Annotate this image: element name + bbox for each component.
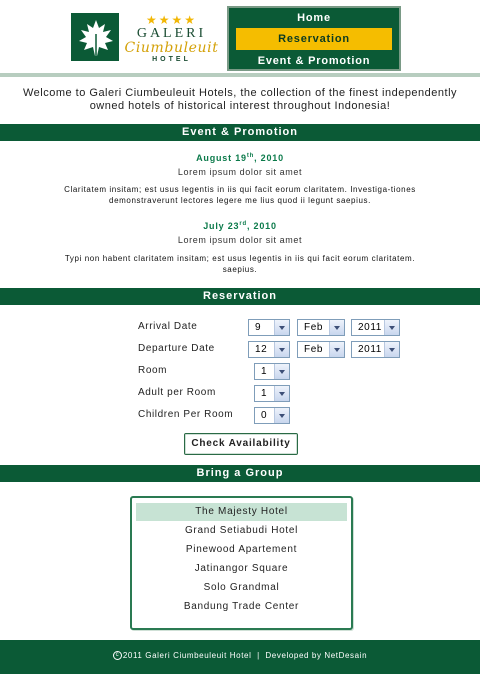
room-label: Room xyxy=(138,365,168,376)
arrival-day-value: 9 xyxy=(255,322,262,333)
header xyxy=(0,0,480,78)
children-select[interactable] xyxy=(254,407,290,424)
group-item-pinewood-apartement[interactable]: Pinewood Apartement xyxy=(185,544,298,555)
adult-value: 1 xyxy=(261,388,268,399)
footer-text: 2011 Galeri Ciumbeuleuit Hotel | Developed by NetDesain xyxy=(122,651,368,660)
logo-wordmark[interactable] xyxy=(124,14,219,62)
departure-year-value: 2011 xyxy=(358,344,382,355)
main-nav xyxy=(227,6,401,71)
chevron-down-icon[interactable] xyxy=(384,342,399,357)
event-date-year: , 2010 xyxy=(254,153,284,163)
nav-reservation-link[interactable]: Reservation xyxy=(236,28,392,50)
event-date-suffix: th xyxy=(246,153,255,159)
chevron-down-icon[interactable] xyxy=(329,342,344,357)
room-value: 1 xyxy=(261,366,268,377)
chevron-down-icon[interactable] xyxy=(274,386,289,401)
departure-date-label: Departure Date xyxy=(138,343,215,354)
group-item-solo-grandmal[interactable]: Solo Grandmal xyxy=(203,582,280,593)
reservation-section-title: Reservation xyxy=(0,288,480,305)
event-date-text: August 19 xyxy=(196,153,247,163)
logo-name-bottom: HOTEL xyxy=(152,56,191,63)
arrival-month-select[interactable] xyxy=(297,319,345,336)
children-per-room-label: Children Per Room xyxy=(138,409,234,420)
check-availability-button[interactable]: Check Availability xyxy=(184,433,298,455)
logo-name-top: GALERI xyxy=(136,26,207,41)
chevron-down-icon[interactable] xyxy=(274,342,289,357)
departure-month-select[interactable] xyxy=(297,341,345,358)
departure-day-value: 12 xyxy=(255,344,268,355)
chevron-down-icon[interactable] xyxy=(384,320,399,335)
departure-month-value: Feb xyxy=(304,344,324,355)
event-date[interactable] xyxy=(0,153,480,163)
group-item-the-majesty-hotel[interactable]: The Majesty Hotel xyxy=(136,503,347,521)
group-item-grand-setiabudi-hotel[interactable]: Grand Setiabudi Hotel xyxy=(184,525,299,536)
group-item-jatinangor-square[interactable]: Jatinangor Square xyxy=(194,563,289,574)
maple-leaf-icon[interactable] xyxy=(71,13,119,61)
chevron-down-icon[interactable] xyxy=(274,364,289,379)
copyright-icon: c xyxy=(113,651,122,660)
event-section-title: Event & Promotion xyxy=(0,124,480,141)
chevron-down-icon[interactable] xyxy=(329,320,344,335)
chevron-down-icon[interactable] xyxy=(274,320,289,335)
event-date-text: July 23 xyxy=(203,221,240,231)
arrival-year-select[interactable] xyxy=(351,319,400,336)
header-divider xyxy=(0,73,480,77)
group-section-title: Bring a Group xyxy=(0,465,480,482)
welcome-text: Welcome to Galeri Ciumbeuleuit Hotels, the collection of the finest independently owned hotels of historical interest throughout Indonesia! xyxy=(22,87,458,112)
event-body: Typi non habent claritatem insitam; est usus legentis in iis qui facit eorum claritatem. saepius. xyxy=(64,254,416,274)
group-item-bandung-trade-center[interactable]: Bandung Trade Center xyxy=(183,601,300,612)
event-date-year: , 2010 xyxy=(246,221,277,231)
group-list xyxy=(130,496,353,630)
event-subtitle: Lorem ipsum dolor sit amet xyxy=(177,235,303,245)
arrival-day-select[interactable] xyxy=(248,319,290,336)
room-select[interactable] xyxy=(254,363,290,380)
departure-day-select[interactable] xyxy=(248,341,290,358)
event-body: Claritatem insitam; est usus legentis in iis qui facit eorum claritatem. Investiga-tiones demonstraverunt lectores legere me lius quod ii legunt saepius. xyxy=(64,185,416,205)
footer xyxy=(0,640,480,674)
event-date-suffix: rd xyxy=(239,221,247,227)
departure-year-select[interactable] xyxy=(351,341,400,358)
nav-event-link[interactable]: Event & Promotion xyxy=(257,55,371,67)
adult-per-room-label: Adult per Room xyxy=(138,387,216,398)
arrival-month-value: Feb xyxy=(304,322,324,333)
event-subtitle: Lorem ipsum dolor sit amet xyxy=(177,167,303,177)
logo-name-script: Ciumbuleuit xyxy=(124,40,219,56)
nav-home-link[interactable]: Home xyxy=(297,12,331,24)
arrival-year-value: 2011 xyxy=(358,322,382,333)
star-rating: ★★★★ xyxy=(145,13,198,27)
event-date[interactable] xyxy=(0,221,480,231)
children-value: 0 xyxy=(261,410,268,421)
arrival-date-label: Arrival Date xyxy=(138,321,198,332)
adult-select[interactable] xyxy=(254,385,290,402)
chevron-down-icon[interactable] xyxy=(274,408,289,423)
